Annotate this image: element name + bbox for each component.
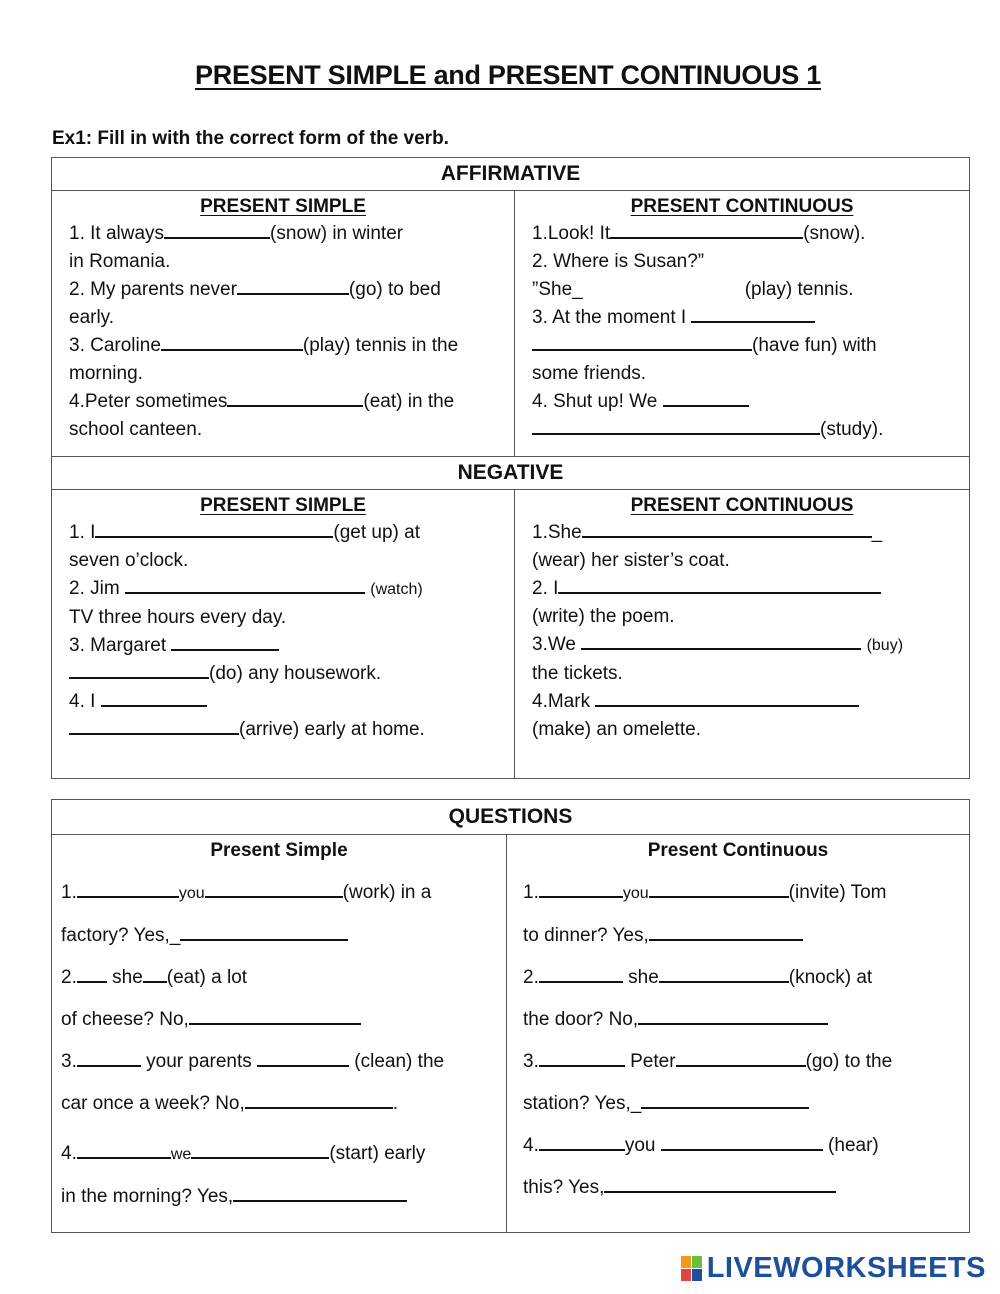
questions-heading: QUESTIONS [52,800,970,835]
answer-blank[interactable] [649,879,789,898]
answer-blank[interactable] [659,964,789,983]
answer-blank[interactable] [191,1140,329,1159]
answer-blank[interactable] [257,1048,349,1067]
q-cont-text: she [622,967,659,988]
q-simple-text: (clean) the [349,1051,445,1072]
answer-blank[interactable] [237,276,349,295]
neg-cont-text: 4.Mark [532,691,591,712]
exercise-instruction: Ex1: Fill in with the correct form of the verb. [52,128,449,149]
q-cont-text: the door? No, [523,1009,639,1030]
q-simple-text: (work) in a [342,882,432,903]
answer-blank[interactable] [641,1090,809,1109]
neg-simple-text: 4. I [69,691,96,712]
answer-blank[interactable] [661,1132,823,1151]
q-simple-text: . [392,1093,399,1114]
aff-cont-text: some friends. [532,363,647,384]
neg-simple-text: (do) any housework. [209,663,382,684]
q-simple-text: you [178,885,205,902]
answer-blank[interactable] [143,964,167,983]
q-simple-text: your parents [140,1051,258,1072]
q-cont-text: 1. [523,882,539,903]
q-simple-text: car once a week? No, [61,1093,245,1114]
aff-simple-text: (snow) in winter [270,223,404,244]
aff-simple-text: (go) to bed [348,279,441,300]
q-cont-text: 2. [523,967,539,988]
q-simple-text: 1. [61,882,77,903]
logo-block [681,1269,691,1281]
negative-simple-cell [52,490,515,779]
answer-blank[interactable] [77,1048,141,1067]
neg-simple-text: (get up) at [333,522,421,543]
q-simple-text: 2. [61,967,77,988]
answer-blank[interactable] [539,1048,625,1067]
q-cont-text: 3. [523,1051,539,1072]
neg-simple-text: (arrive) early at home. [239,719,425,740]
q-cont-text: station? Yes,_ [523,1093,642,1114]
neg-simple-text: 3. Margaret [69,635,167,656]
aff-cont-text: (snow). [803,223,866,244]
q-cont-text: you [622,885,649,902]
answer-blank[interactable] [691,304,815,323]
neg-simple-text: seven o’clock. [69,550,189,571]
affirmative-negative-table [51,157,970,779]
questions-simple-cell [52,835,507,1233]
aff-simple-text: 2. My parents never [69,279,237,300]
q-cont-text: you [624,1135,661,1156]
answer-blank[interactable] [638,1006,828,1025]
answer-blank[interactable] [663,388,749,407]
q-simple-text: 4. [61,1143,77,1164]
aff-cont-text: 1.Look! It [532,223,611,244]
answer-blank[interactable] [189,1006,361,1025]
logo-text: LIVEWORKSHEETS [706,1252,986,1284]
neg-simple-text: (watch) [370,581,423,598]
aff-cont-text: ”She_ [532,279,583,300]
aff-simple-text: 3. Caroline [69,335,161,356]
questions-continuous-heading: Present Continuous [647,840,829,861]
answer-blank[interactable] [610,220,803,239]
aff-simple-text: (eat) in the [363,391,455,412]
aff-simple-text: 4.Peter sometimes [69,391,228,412]
q-cont-text: (hear) [822,1135,879,1156]
answer-blank[interactable] [233,1183,407,1202]
aff-cont-text: (study). [820,419,884,440]
q-cont-text: (knock) at [788,967,873,988]
neg-simple-text: 1. I [69,522,96,543]
answer-blank[interactable] [77,964,107,983]
q-cont-text: to dinner? Yes, [523,925,649,946]
q-simple-text: (eat) a lot [166,967,248,988]
answer-blank[interactable] [101,688,207,707]
answer-blank[interactable] [77,879,179,898]
q-cont-text: this? Yes, [523,1177,605,1198]
affirmative-simple-heading: PRESENT SIMPLE [200,196,366,217]
affirmative-continuous-cell [515,191,970,457]
negative-continuous-cell [515,490,970,779]
q-simple-text: (start) early [329,1143,426,1164]
neg-cont-text: 3.We [532,634,577,655]
neg-cont-text: (wear) her sister’s coat. [532,550,730,571]
answer-blank[interactable] [164,220,270,239]
aff-cont-text: 4. Shut up! We [532,391,658,412]
negative-continuous-heading: PRESENT CONTINUOUS [630,495,854,516]
aff-cont-text: (have fun) with [752,335,877,356]
answer-blank[interactable] [171,632,279,651]
answer-blank[interactable] [539,1132,625,1151]
aff-cont-text: 2. Where is Susan?” [532,251,705,272]
q-simple-text: of cheese? No, [61,1009,189,1030]
negative-simple-heading: PRESENT SIMPLE [200,495,366,516]
logo-block [692,1256,702,1268]
aff-simple-text: morning. [69,363,143,384]
affirmative-heading: AFFIRMATIVE [52,158,970,191]
q-cont-text: 4. [523,1135,539,1156]
answer-blank[interactable] [95,519,333,538]
answer-blank[interactable] [581,631,861,650]
answer-blank[interactable] [649,922,803,941]
logo-block [681,1256,691,1268]
neg-cont-text: (buy) [866,637,904,654]
answer-blank[interactable] [539,879,623,898]
aff-simple-text: in Romania. [69,251,171,272]
neg-cont-text: _ [871,522,883,543]
aff-simple-text: (play) tennis in the [302,335,459,356]
answer-blank[interactable] [604,1174,836,1193]
answer-blank[interactable] [676,1048,806,1067]
answer-blank[interactable] [582,519,872,538]
questions-table [51,799,970,1233]
q-simple-text: she [106,967,143,988]
q-simple-text: in the morning? Yes, [61,1186,234,1207]
neg-cont-text: (make) an omelette. [532,719,701,740]
q-simple-text: we [170,1146,192,1163]
aff-simple-text: school canteen. [69,419,203,440]
logo-block [692,1269,702,1281]
answer-blank[interactable] [558,575,881,594]
answer-blank[interactable] [180,922,348,941]
neg-simple-text: 2. Jim [69,578,120,599]
answer-blank[interactable] [69,716,239,735]
neg-cont-text: the tickets. [532,663,623,684]
questions-continuous-cell [507,835,970,1233]
answer-blank[interactable] [532,332,752,351]
answer-blank[interactable] [595,688,859,707]
affirmative-continuous-heading: PRESENT CONTINUOUS [630,196,854,217]
neg-cont-text: 2. I [532,578,559,599]
q-cont-text: (invite) Tom [788,882,887,903]
liveworksheets-logo [681,1252,986,1285]
logo-blocks-icon [681,1256,703,1282]
neg-cont-text: 1.She [532,522,582,543]
aff-simple-text: 1. It always [69,223,165,244]
answer-blank[interactable] [125,575,365,594]
aff-cont-text: 3. At the moment I [532,307,687,328]
q-cont-text: (go) to the [805,1051,893,1072]
answer-blank[interactable] [77,1140,171,1159]
q-simple-text: 3. [61,1051,77,1072]
answer-blank[interactable] [227,388,363,407]
answer-blank[interactable] [245,1090,393,1109]
q-simple-text: factory? Yes,_ [61,925,181,946]
negative-heading: NEGATIVE [52,457,970,490]
answer-blank[interactable] [205,879,343,898]
answer-blank[interactable] [69,660,209,679]
neg-simple-text: TV three hours every day. [69,607,287,628]
aff-cont-text: (play) tennis. [744,279,854,300]
page-title: PRESENT SIMPLE and PRESENT CONTINUOUS 1 [195,60,821,90]
neg-cont-text: (write) the poem. [532,606,675,627]
answer-blank[interactable] [539,964,623,983]
q-cont-text: Peter [624,1051,676,1072]
answer-blank[interactable] [532,416,820,435]
aff-simple-text: early. [69,307,115,328]
answer-blank[interactable] [161,332,303,351]
affirmative-simple-cell [52,191,515,457]
questions-simple-heading: Present Simple [210,840,348,861]
